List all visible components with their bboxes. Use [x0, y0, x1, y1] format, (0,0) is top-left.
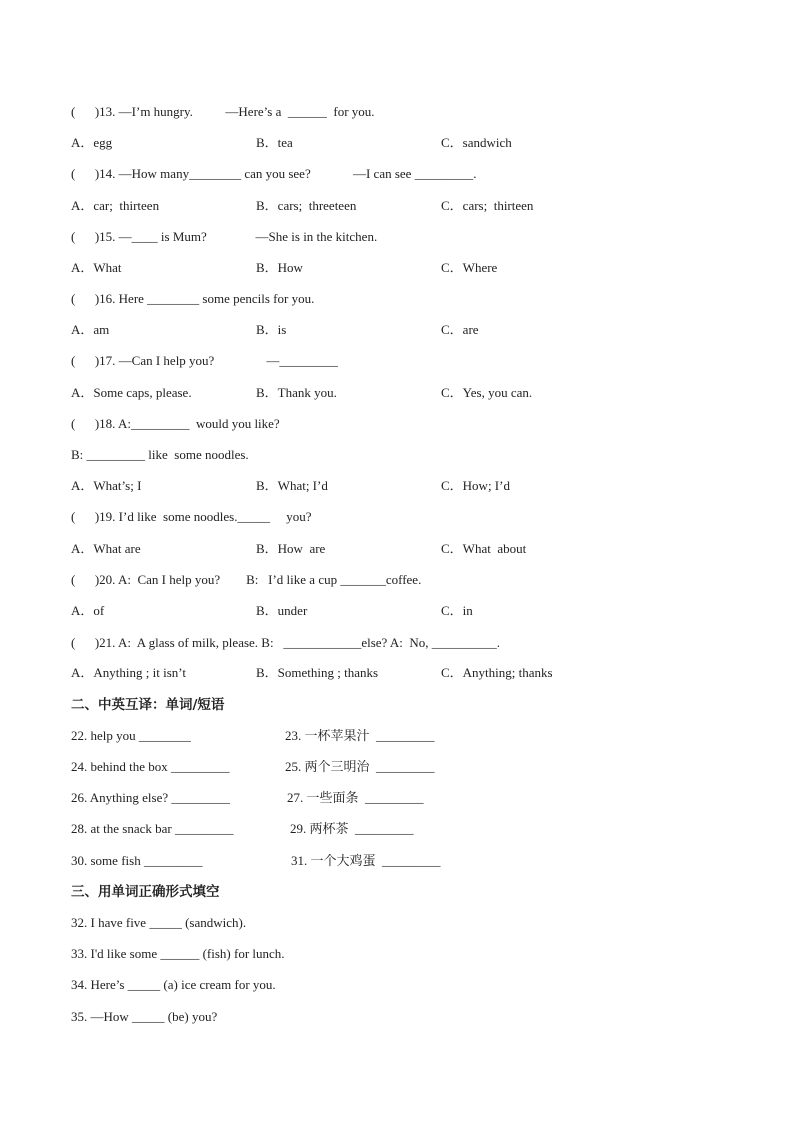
question-18-stem-b: B: _________ like some noodles.	[71, 447, 249, 462]
question-15-stem: ( )15. —____ is Mum? —She is in the kitchen.	[71, 229, 378, 244]
question-21-option-a: A．Anything ; it isn’t	[71, 665, 186, 680]
translation-row-27: 27. 一些面条 _________	[287, 790, 424, 805]
translation-row-29: 29. 两杯茶 _________	[290, 821, 414, 836]
translation-row-26: 26. Anything else? _________	[71, 790, 230, 805]
question-15-option-a: A．What	[71, 260, 122, 275]
fill-item-33: 33. I'd like some ______ (fish) for lunch.	[71, 946, 285, 961]
translation-row-25: 25. 两个三明治 _________	[285, 759, 435, 774]
question-18-option-a: A．What’s; I	[71, 478, 142, 493]
question-17-stem: ( )17. —Can I help you? —_________	[71, 353, 338, 368]
question-20-option-b: B．under	[256, 603, 308, 618]
question-17-option-a: A．Some caps, please.	[71, 385, 192, 400]
question-14-option-b: B．cars; threeteen	[256, 198, 357, 213]
question-18-stem: ( )18. A:_________ would you like?	[71, 416, 280, 431]
question-21-option-b: B．Something ; thanks	[256, 665, 379, 680]
question-19-option-a: A．What are	[71, 541, 141, 556]
question-16-option-b: B．is	[256, 322, 287, 337]
section-3-title: 三、用单词正确形式填空	[71, 884, 220, 900]
question-19-option-c: C．What about	[441, 541, 527, 556]
question-20-stem: ( )20. A: Can I help you? B: I’d like a cup _______coffee.	[71, 572, 422, 587]
question-15-option-b: B．How	[256, 260, 303, 275]
translation-row-23: 23. 一杯苹果汁 _________	[285, 728, 435, 743]
translation-row-24: 24. behind the box _________	[71, 759, 230, 774]
question-14-option-a: A．car; thirteen	[71, 198, 160, 213]
question-18-option-c: C．How; I’d	[441, 478, 510, 493]
fill-item-32: 32. I have five _____ (sandwich).	[71, 915, 247, 930]
fill-item-34: 34. Here’s _____ (a) ice cream for you.	[71, 977, 276, 992]
question-21-option-c: C．Anything; thanks	[441, 665, 553, 680]
question-19-stem: ( )19. I’d like some noodles._____ you?	[71, 509, 312, 524]
fill-item-35: 35. —How _____ (be) you?	[71, 1009, 218, 1024]
question-16-stem: ( )16. Here ________ some pencils for you.	[71, 291, 315, 306]
question-14-option-c: C．cars; thirteen	[441, 198, 534, 213]
question-13-option-a: A．egg	[71, 135, 113, 150]
question-20-option-c: C．in	[441, 603, 473, 618]
question-21-stem: ( )21. A: A glass of milk, please. B: ____________else? A: No, __________.	[71, 635, 500, 650]
question-20-option-a: A．of	[71, 603, 105, 618]
question-13-stem: ( )13. —I’m hungry. —Here’s a ______ for you.	[71, 104, 375, 119]
question-13-option-c: C．sandwich	[441, 135, 512, 150]
section-2-title: 二、中英互译：单词/短语	[71, 697, 225, 713]
question-19-option-b: B．How are	[256, 541, 326, 556]
question-16-option-c: C．are	[441, 322, 479, 337]
question-14-stem: ( )14. —How many________ can you see? —I can see _________.	[71, 166, 477, 181]
translation-row-28: 28. at the snack bar _________	[71, 821, 234, 836]
question-15-option-c: C．Where	[441, 260, 498, 275]
question-18-option-b: B．What; I’d	[256, 478, 328, 493]
translation-row-22: 22. help you ________	[71, 728, 191, 743]
translation-row-31: 31. 一个大鸡蛋 _________	[291, 853, 441, 868]
translation-row-30: 30. some fish _________	[71, 853, 203, 868]
question-13-option-b: B．tea	[256, 135, 293, 150]
question-16-option-a: A．am	[71, 322, 110, 337]
question-17-option-c: C．Yes, you can.	[441, 385, 533, 400]
question-17-option-b: B．Thank you.	[256, 385, 337, 400]
